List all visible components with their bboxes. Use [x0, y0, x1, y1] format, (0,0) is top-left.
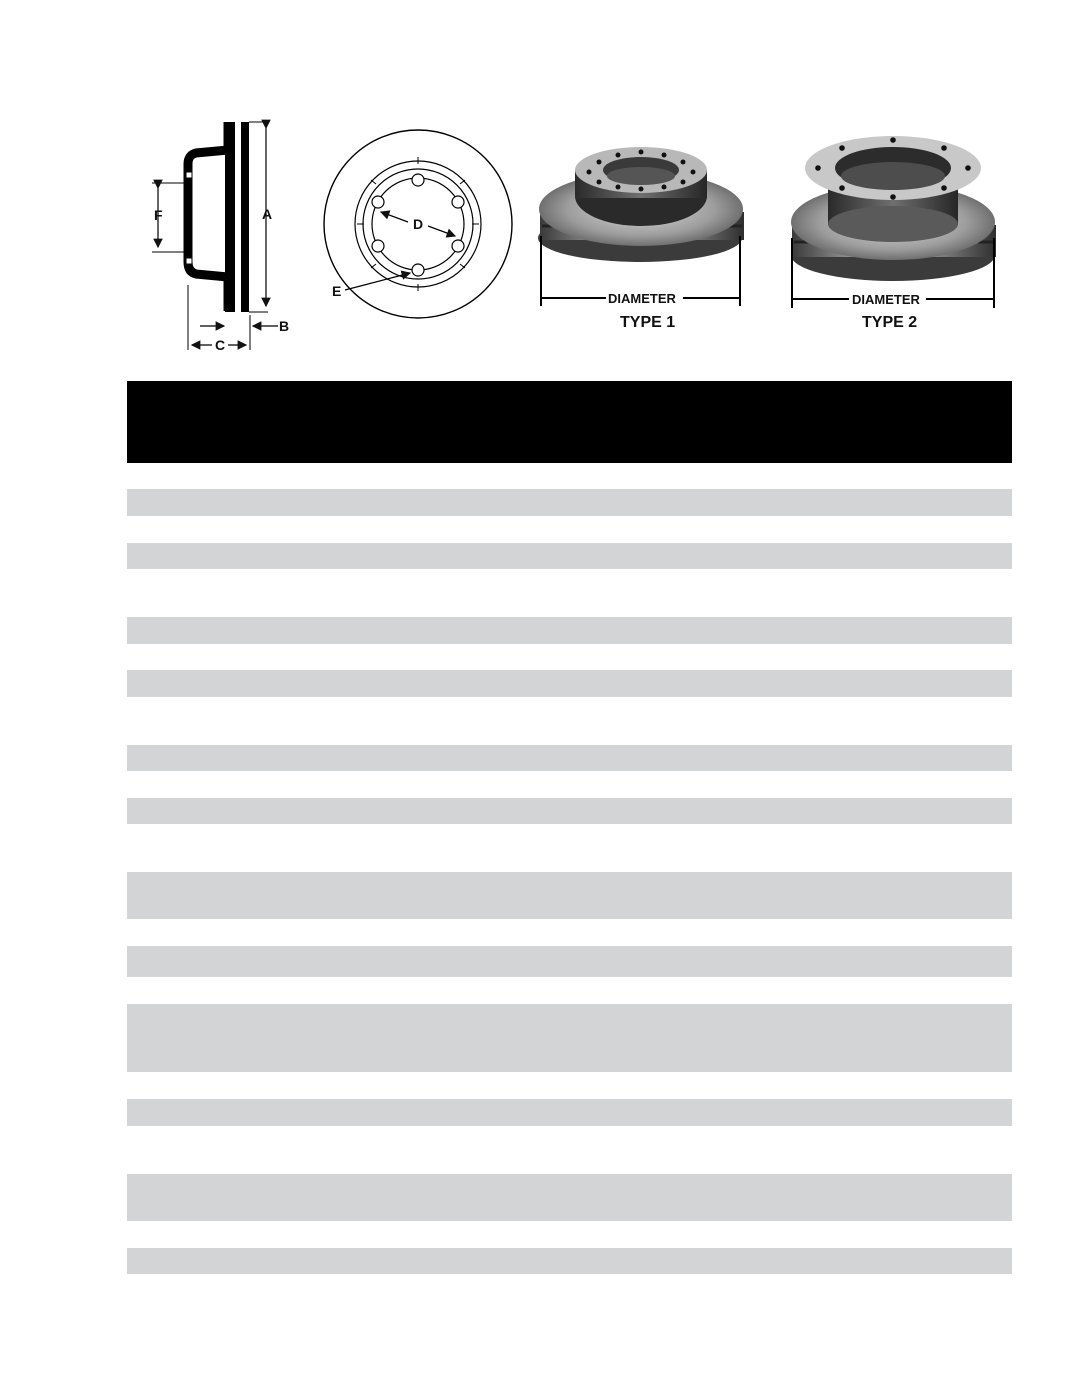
table-row-band: [127, 872, 1012, 919]
dimension-label-e: E: [332, 283, 342, 299]
dimension-label-b: B: [279, 318, 290, 334]
dimension-label-d: D: [413, 216, 424, 232]
type1-diameter-label: DIAMETER: [608, 291, 676, 306]
table-row-band: [127, 798, 1012, 824]
type2-rotor-image: [791, 136, 996, 308]
table-row-band: [127, 543, 1012, 569]
table-row-band: [127, 670, 1012, 697]
table-row-band: [127, 489, 1012, 516]
table-header-bar: [127, 381, 1012, 463]
type2-caption: TYPE 2: [862, 314, 918, 331]
dimension-label-c: C: [215, 337, 226, 353]
type1-caption: TYPE 1: [620, 314, 676, 331]
table-row-band: [127, 1099, 1012, 1126]
table-row-band: [127, 946, 1012, 977]
table-row-band: [127, 1004, 1012, 1072]
dimension-label-f: F: [154, 207, 163, 223]
type2-diameter-label: DIAMETER: [852, 292, 920, 307]
table-row-band: [127, 617, 1012, 644]
table-row-band: [127, 1174, 1012, 1221]
rotor-section-drawing: [152, 122, 278, 350]
dimension-label-a: A: [262, 206, 273, 222]
table-row-band: [127, 1248, 1012, 1274]
type1-rotor-image: [538, 147, 744, 306]
table-row-band: [127, 745, 1012, 771]
